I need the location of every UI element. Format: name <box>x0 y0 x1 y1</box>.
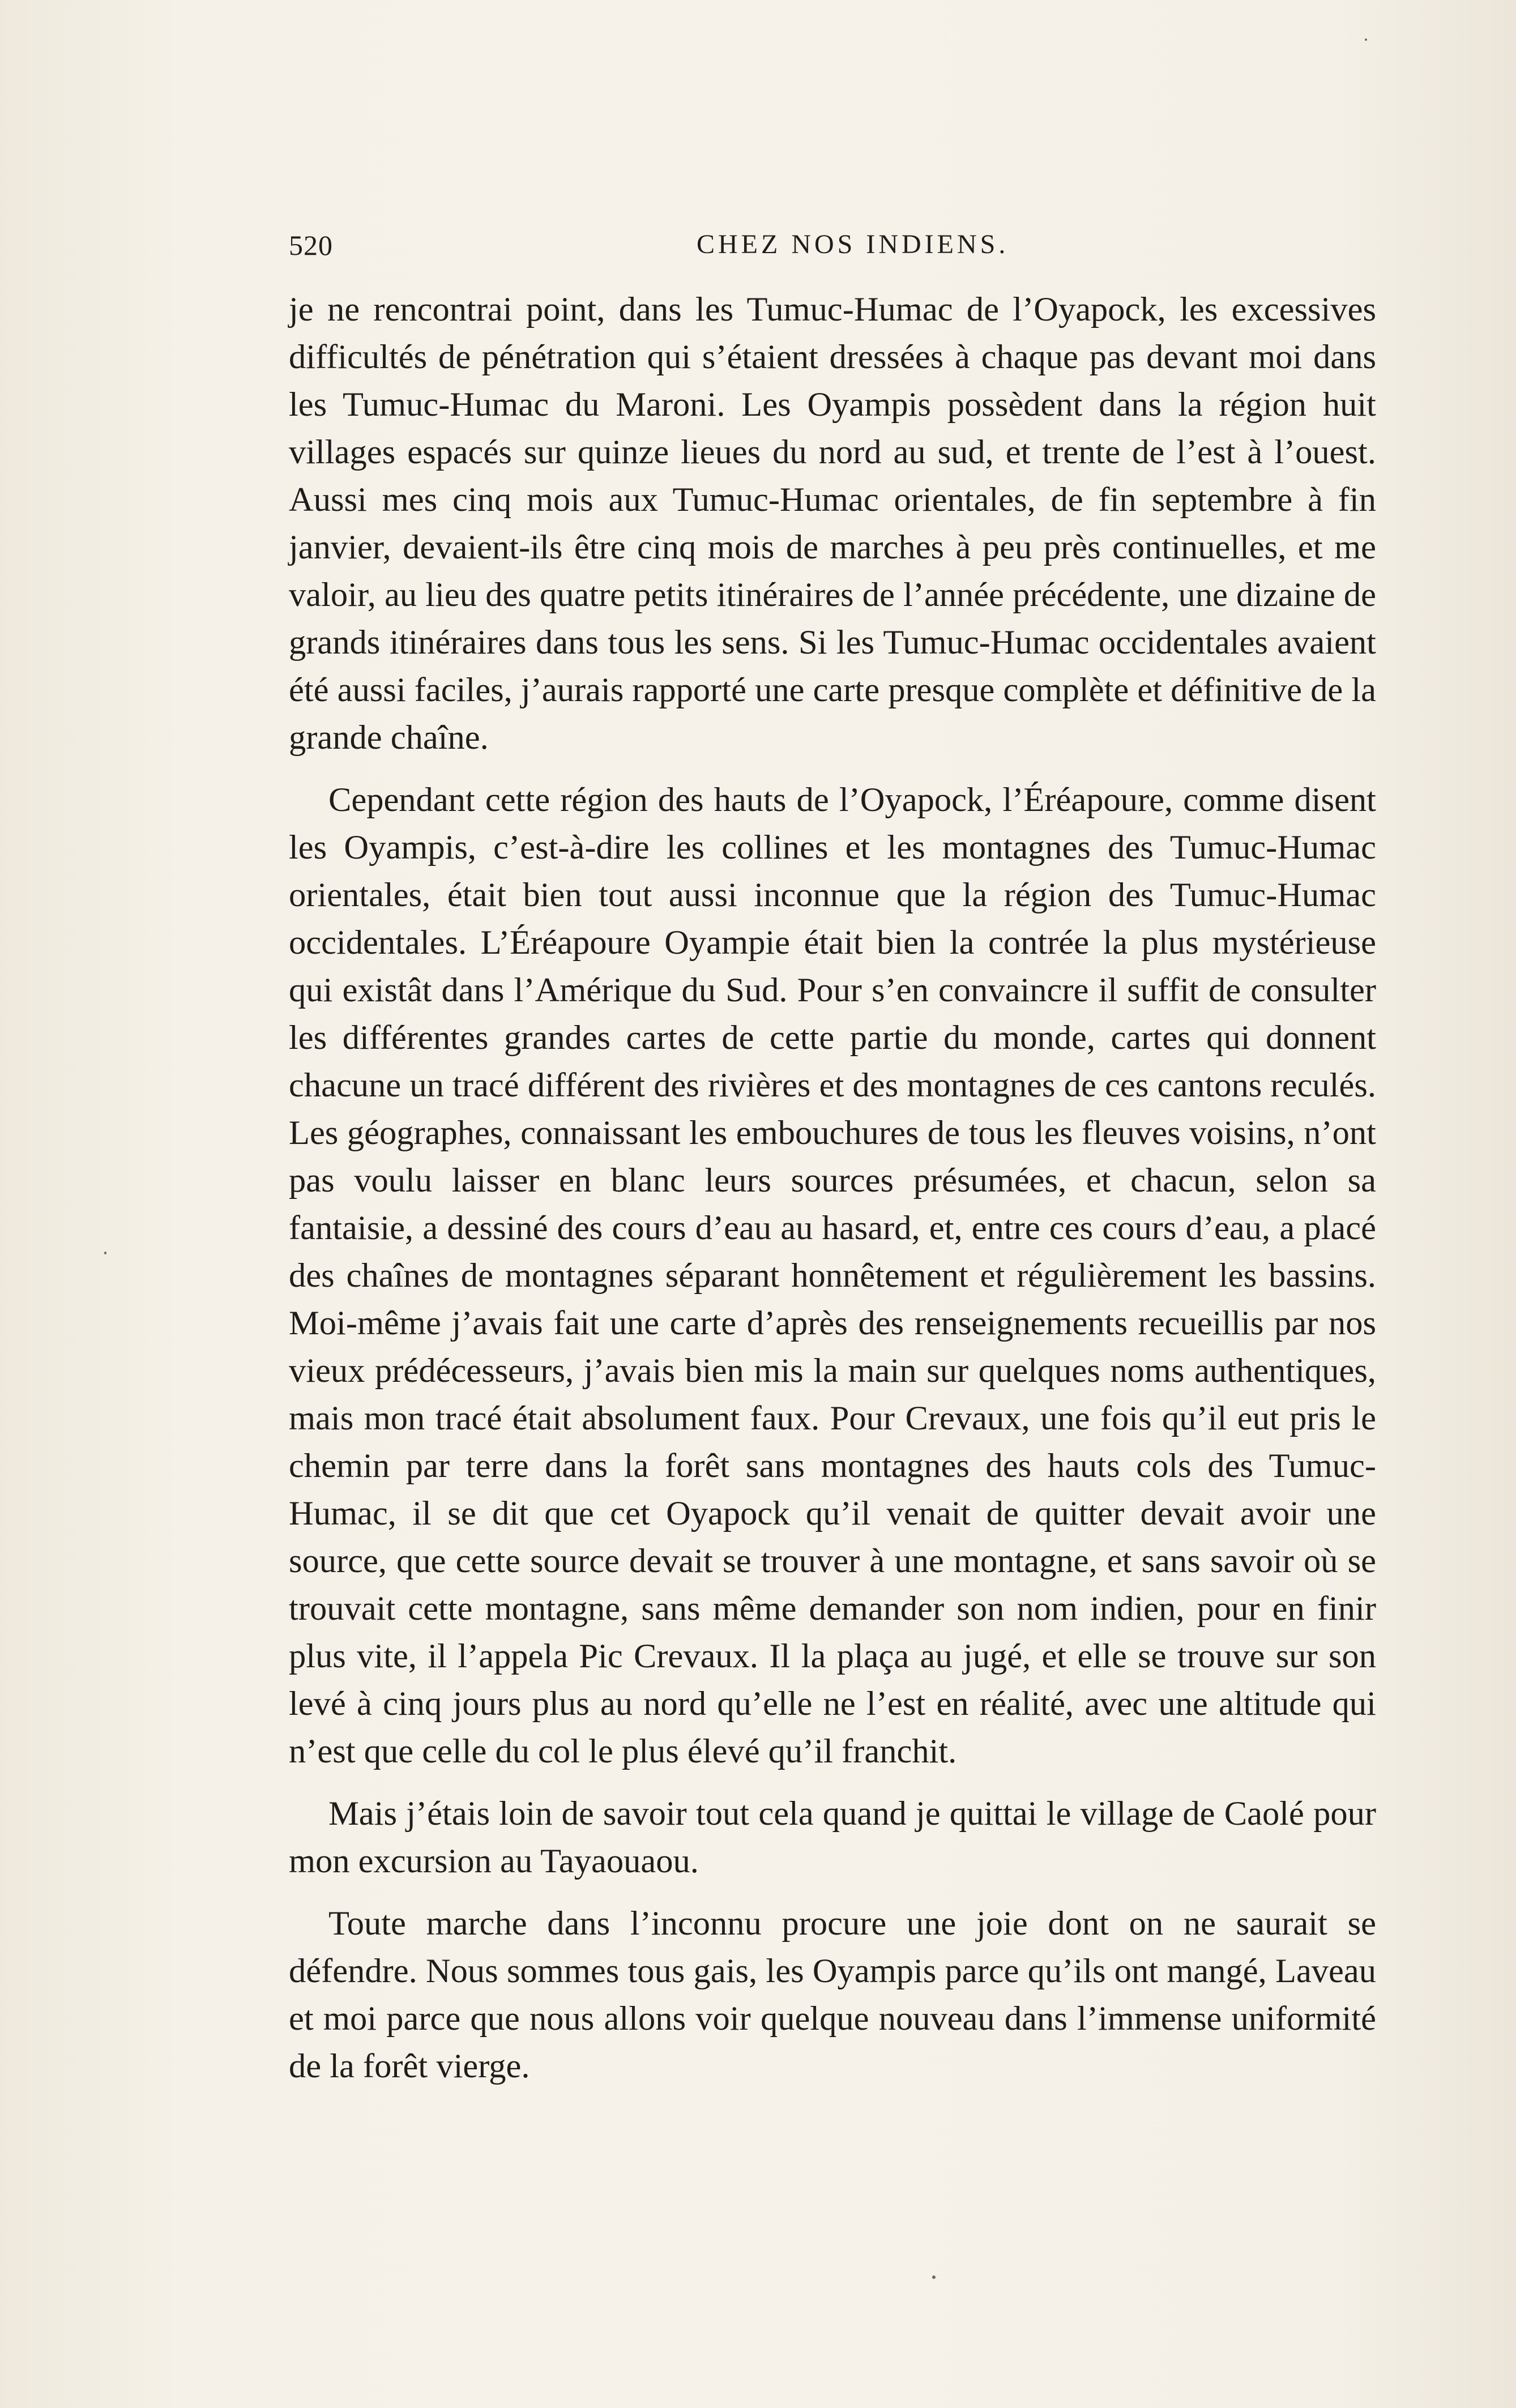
paragraph: Mais j’étais loin de savoir tout cela quand je quittai le village de Caolé pour mon excursion au Tayaouaou. <box>289 1795 1376 1880</box>
running-head <box>289 229 1376 268</box>
scan-speck <box>104 1252 106 1254</box>
scan-speck <box>932 2275 936 2279</box>
paragraph-continued: je ne rencontrai point, dans les Tumuc-Humac de l’Oyapock, les excessives difficultés de pénétration qui s’étaient dressées à chaque pas devant moi dans les Tumuc-Humac du Maroni. Les Oyampis possèdent dans la région huit villages espacés sur quinze lieues du nord au sud, et trente de l’est à l’ouest. Aussi mes cinq mois aux Tumuc-Humac orientales, de fin septembre à fin janvier, devaient-ils être cinq mois de marches à peu près continuelles, et me valoir, au lieu des quatre petits itinéraires de l’année précédente, une dizaine de grands itinéraires dans tous les sens. Si les Tumuc-Humac occidentales avaient été aussi faciles, j’aurais rapporté une carte presque complète et définitive de la grande chaîne. <box>289 291 1376 757</box>
running-title: CHEZ NOS INDIENS. <box>697 229 1009 259</box>
body-text <box>289 286 1376 2105</box>
paragraph: Cependant cette région des hauts de l’Oyapock, l’Éréapoure, comme disent les Oyampis, c’est-à-dire les collines et les montagnes des Tumuc-Humac orientales, était bien tout aussi inconnue que la région des Tumuc-Humac occidentales. L’Éréapoure Oyampie était bien la contrée la plus mystérieuse qui existât dans l’Amérique du Sud. Pour s’en convaincre il suffit de consulter les différentes grandes cartes de cette partie du monde, cartes qui donnent chacune un tracé différent des rivières et des montagnes de ces cantons reculés. Les géographes, connaissant les embouchures de tous les fleuves voisins, n’ont pas voulu laisser en blanc leurs sources présumées, et chacun, selon sa fantaisie, a dessiné des cours d’eau au hasard, et, entre ces cours d’eau, a placé des chaînes de montagnes séparant honnêtement et régulièrement les bassins. Moi-même j’avais fait une carte d’après des renseignements recueillis par nos vieux prédécesseurs, j’avais bien mis la main sur quelques noms authentiques, mais mon tracé était absolument faux. Pour Crevaux, une fois qu’il eut pris le chemin par terre dans la forêt sans montagnes des hauts cols des Tumuc-Humac, il se dit que cet Oyapock qu’il venait de quitter devait avoir une source, que cette source devait se trouver à une montagne, et sans savoir où se trouvait cette montagne, sans même demander son nom indien, pour en finir plus vite, il l’appela Pic Crevaux. Il la plaça au jugé, et elle se trouve sur son levé à cinq jours plus au nord qu’elle ne l’est en réalité, avec une altitude qui n’est que celle du col le plus élevé qu’il franchit. <box>289 781 1376 1770</box>
page-number: 520 <box>289 229 333 261</box>
scan-speck <box>1365 39 1367 41</box>
paragraph: Toute marche dans l’inconnu procure une joie dont on ne saurait se défendre. Nous sommes tous gais, les Oyampis parce qu’ils ont mangé, Laveau et moi parce que nous allons voir quelque nouveau dans l’immense uniformité de la forêt vierge. <box>289 1905 1376 2085</box>
